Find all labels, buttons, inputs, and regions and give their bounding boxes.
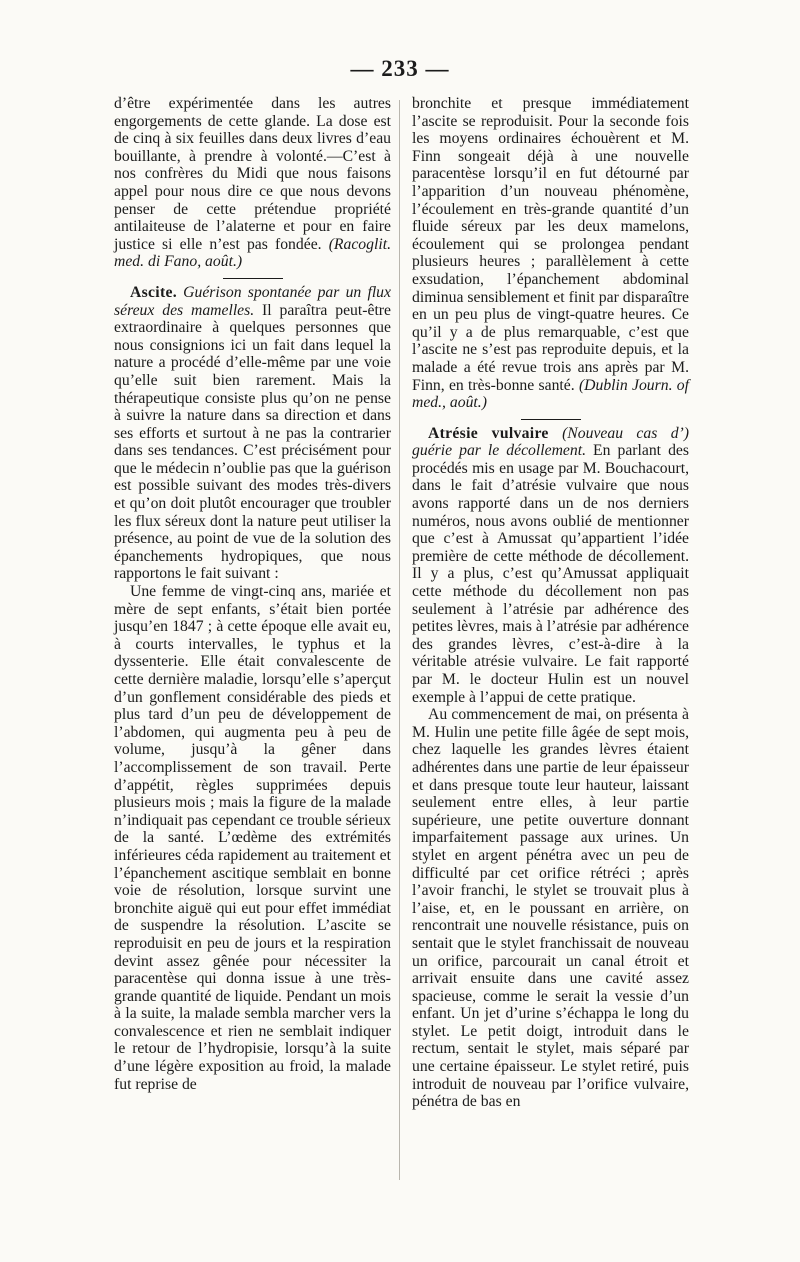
article-heading: Ascite. xyxy=(130,283,177,301)
paragraph-text: En parlant des procédés mis en usage par M. Bouchacourt, dans le fait d’atrésie vulvaire que nous avons rapporté dans un de nos derniers numéros, nous avons oublié de mentionner que c’est à Amussat qu’appartient l’idée première de cette méthode de décollement. Il y a plus, c’est qu’Amussat appliquait cette méthode du décollement non pas seulement à l’atrésie par adhérence des petites lèvres, mais à l’atrésie par adhérence des grandes lèvres, c’est-à-dire à la véritable atrésie vulvaire. Le fait rapporté par M. le docteur Hulin est un nouvel exemple à l’appui de cette pratique. xyxy=(412,442,689,706)
page-number: — 233 — xyxy=(350,56,450,81)
article-start xyxy=(114,284,391,583)
source-citation: (Racoglit. med. di Fano, août.) xyxy=(114,235,391,271)
article-subtitle: (Nouveau cas d’) guérie par le décollement. xyxy=(412,424,689,460)
paragraph: Au commencement de mai, on présenta à M. Hulin une petite fille âgée de sept mois, chez laquelle les grandes lèvres étaient adhérentes dans une partie de leur épaisseur et dans presque toute leur hauteur, laissant seulement entre elles, à leur partie supérieure, une petite ouverture donnant imparfaitement passage aux urines. Un stylet en argent pénétra avec un peu de difficulté par cet orifice rétréci ; après l’avoir franchi, le stylet se trouvait plus à l’aise, et, en le poussant en arrière, on rencontrait une nouvelle résistance, puis on sentait que le stylet franchissait de nouveau un orifice, parcourait un canal étroit et arrivait ensuite dans une cavité assez spacieuse, comme le serait la vessie d’un enfant. Un jet d’urine s’échappa le long du stylet. Le petit doigt, introduit dans le rectum, sentait le stylet, mais séparé par une certaine épaisseur. Le stylet retiré, puis introduit de nouveau par l’orifice vulvaire, pénétra de bas en xyxy=(412,706,689,1111)
article-heading: Atrésie vulvaire xyxy=(428,424,549,442)
paragraph xyxy=(412,95,689,412)
paragraph-text: bronchite et presque immédiatement l’ascite se reproduisit. Pour la seconde fois les moyens ordinaires échouèrent et M. Finn songeait déjà à une nouvelle paracentèse lorsqu’il en fut détourné par l’apparition d’un nouveau phénomène, l’écoulement en très-grande quantité d’un fluide séreux par les deux mamelons, écoulement qui se prolongea pendant plusieurs heures ; parallèlement à cette exsudation, l’épanchement abdominal diminua sensiblement et finit par disparaître en un peu plus de vingt-quatre heures. Ce qu’il y a de plus remarquable, c’est que l’ascite ne s’est pas reproduite depuis, et la malade a été revue trois ans après par M. Finn, en très-bonne santé. xyxy=(412,95,689,394)
paragraph-text: d’être expérimentée dans les autres engorgements de cette glande. La dose est de cinq à six feuilles dans deux livres d’eau bouillante, à prendre à volonté.—C’est à nos confrères du Midi que nous faisons appel pour nous dire ce que nous devons penser de cette prétendue propriété antilaiteuse de l’alaterne et pour en faire justice si elle n’est pas fondée. xyxy=(114,95,391,253)
section-divider xyxy=(223,278,283,279)
paragraph xyxy=(114,95,391,271)
article-subtitle: Guérison spontanée par un flux séreux des mamelles. xyxy=(114,283,391,319)
paragraph: Une femme de vingt-cinq ans, mariée et mère de sept enfants, s’était bien portée jusqu’en 1847 ; à cette époque elle avait eu, à courts intervalles, le typhus et la dyssenterie. Elle était convalescente de cette dernière maladie, lorsqu’elle s’aperçut d’un gonflement considérable des pieds et plus tard d’un peu de développement de l’abdomen, qui augmenta peu à peu de volume, jusqu’à la gêner dans l’accomplissement de son travail. Perte d’appétit, règles supprimées depuis plusieurs mois ; mais la figure de la malade n’indiquait pas cependant ce trouble sérieux de la santé. L’œdème des extrémités inférieures céda rapidement au traitement et l’épanchement ascitique semblait en bonne voie de résolution, lorsque survint une bronchite aiguë qui eut pour effet immédiat de suspendre la résolution. L’ascite se reproduisit en peu de jours et la respiration devint assez gênée pour nécessiter la paracentèse qui donna issue à une très-grande quantité de liquide. Pendant un mois à la suite, la malade sembla marcher vers la convalescence et rien ne semblait indiquer le retour de l’hydropisie, lorsqu’à la suite d’une légère exposition au froid, la malade fut reprise de xyxy=(114,583,391,1093)
right-column xyxy=(412,95,689,1111)
paragraph-text: Il paraîtra peut-être extraordinaire à quelques personnes que nous consignions ici un fait dans lequel la nature a procédé d’elle-même par une voie qu’elle suit bien rarement. Mais la thérapeutique consiste plus qu’on ne pense à suivre la nature dans sa direction et dans ses efforts et surtout à ne pas la contrarier dans ses tendances. C’est précisément pour que le médecin n’oublie pas que la guérison est possible suivant des modes très-divers et qu’on doit plutôt encourager que troubler les flux séreux dont la nature peut utiliser la présence, au point de vue de la solution des épanchements hydropiques, que nous rapportons le fait suivant : xyxy=(114,301,391,583)
source-citation: (Dublin Journ. of med., août.) xyxy=(412,376,689,412)
column-gutter-rule xyxy=(399,100,400,1180)
left-column xyxy=(114,95,391,1093)
section-divider xyxy=(521,419,581,420)
article-start xyxy=(412,425,689,707)
